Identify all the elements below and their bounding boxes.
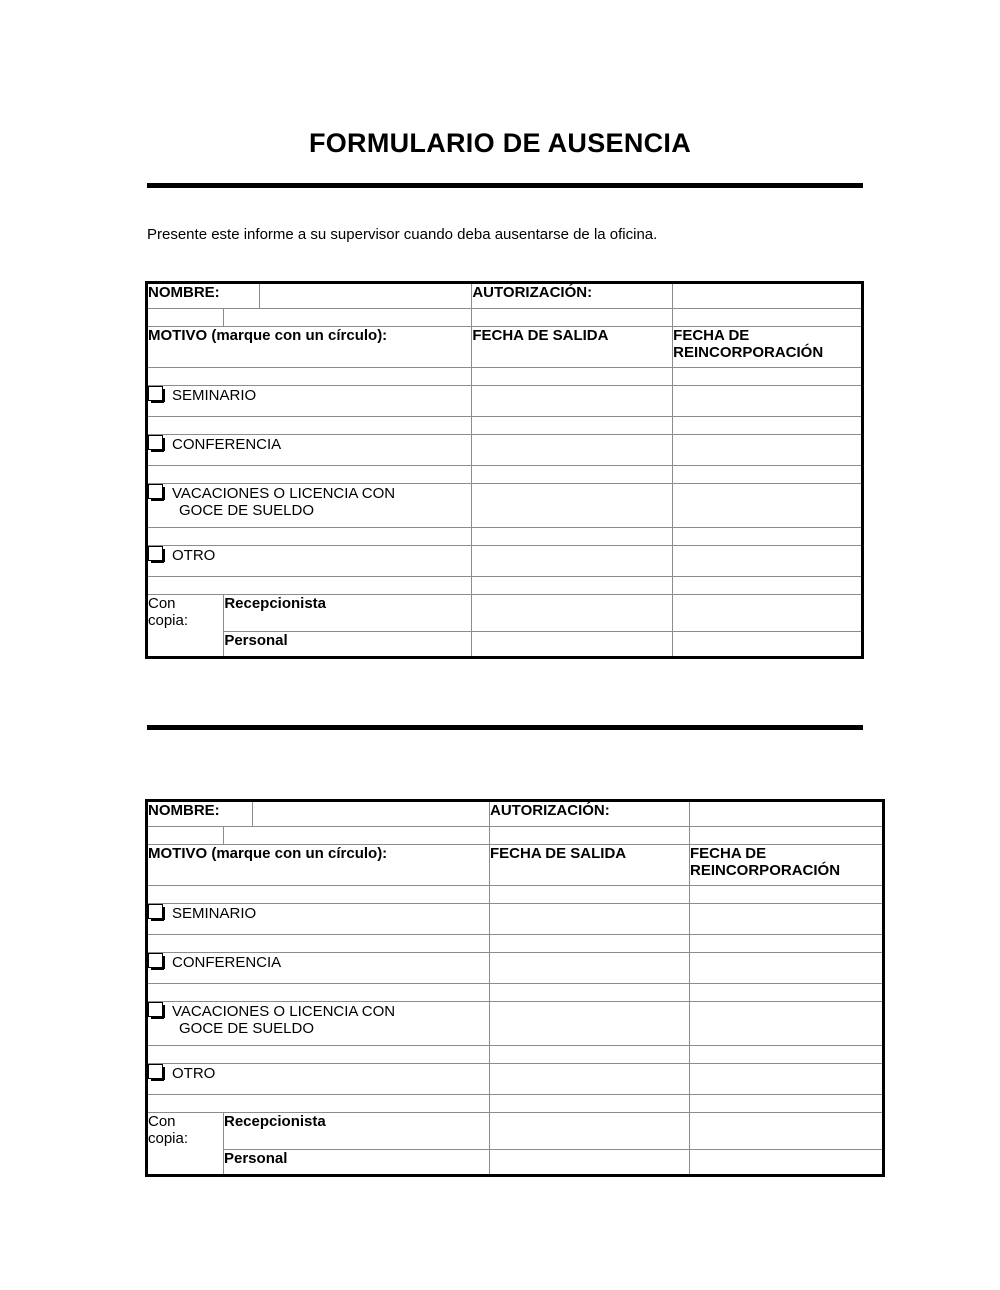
field-conferencia-reincorporacion[interactable] [673, 435, 863, 466]
spacer-cell [472, 466, 673, 484]
spacer-cell [673, 528, 863, 546]
intro-text: Presente este informe a su supervisor cuando deba ausentarse de la oficina. [147, 226, 658, 243]
section-divider-rule [147, 725, 863, 730]
spacer-cell [147, 417, 472, 435]
option-seminario[interactable] [147, 904, 490, 935]
label-con-copia [147, 595, 224, 658]
table-row-recepcionista [147, 595, 863, 632]
spacer-cell [472, 368, 673, 386]
spacer-cell [490, 1095, 690, 1113]
checkbox-icon[interactable] [148, 484, 163, 499]
label-fecha-reincorporacion [690, 845, 884, 886]
table-row-otro [147, 546, 863, 577]
field-conferencia-salida[interactable] [472, 435, 673, 466]
label-fecha-reincorporacion-line1: FECHA DE [673, 327, 750, 344]
spacer-cell [673, 466, 863, 484]
field-seminario-reincorporacion[interactable] [690, 904, 884, 935]
label-motivo: MOTIVO (marque con un círculo): [147, 327, 472, 368]
spacer-cell [224, 827, 490, 845]
spacer-cell [690, 984, 884, 1002]
spacer-cell [673, 309, 863, 327]
field-conferencia-salida[interactable] [490, 953, 690, 984]
spacer-cell [472, 528, 673, 546]
absence-form-table-2 [145, 799, 885, 1177]
table-row-seminario [147, 386, 863, 417]
table-row-spacer [147, 466, 863, 484]
spacer-cell [147, 935, 490, 953]
spacer-cell [690, 935, 884, 953]
checkbox-icon[interactable] [148, 1002, 163, 1017]
option-conferencia-label: CONFERENCIA [172, 954, 282, 971]
table-row-nombre [147, 283, 863, 309]
spacer-cell [490, 827, 690, 845]
option-otro-label: OTRO [172, 1065, 216, 1082]
spacer-cell [690, 827, 884, 845]
table-row-nombre [147, 801, 884, 827]
table-row-spacer [147, 984, 884, 1002]
table-row-seminario [147, 904, 884, 935]
table-row-otro [147, 1064, 884, 1095]
table-row-spacer [147, 935, 884, 953]
option-vacaciones-label-line1: VACACIONES O LICENCIA CON [172, 485, 396, 502]
checkbox-icon[interactable] [148, 904, 163, 919]
label-fecha-salida: FECHA DE SALIDA [472, 327, 673, 368]
table-row-recepcionista [147, 1113, 884, 1150]
label-copia: copia: [148, 1130, 189, 1147]
table-row-motivo-header [147, 327, 863, 368]
field-seminario-salida[interactable] [490, 904, 690, 935]
label-autorizacion: AUTORIZACIÓN: [490, 801, 690, 827]
checkbox-icon[interactable] [148, 953, 163, 968]
field-recepcionista-reincorporacion[interactable] [673, 595, 863, 632]
option-vacaciones-label-line2: GOCE DE SUELDO [179, 502, 315, 519]
spacer-cell [490, 1046, 690, 1064]
label-personal: Personal [224, 1150, 490, 1176]
spacer-cell [673, 368, 863, 386]
label-fecha-reincorporacion [673, 327, 863, 368]
table-row-spacer [147, 1095, 884, 1113]
label-fecha-salida: FECHA DE SALIDA [490, 845, 690, 886]
spacer-cell [472, 577, 673, 595]
table-row-vacaciones [147, 1002, 884, 1046]
spacer-cell [690, 1046, 884, 1064]
label-con: Con [148, 595, 176, 612]
label-fecha-reincorporacion-line1: FECHA DE [690, 845, 767, 862]
field-autorizacion[interactable] [690, 801, 884, 827]
option-vacaciones-label-line2: GOCE DE SUELDO [179, 1020, 315, 1037]
spacer-cell [147, 528, 472, 546]
field-recepcionista-salida[interactable] [472, 595, 673, 632]
spacer-cell [147, 984, 490, 1002]
option-seminario-label: SEMINARIO [172, 387, 257, 404]
table-row-spacer [147, 309, 863, 327]
label-fecha-reincorporacion-line2: REINCORPORACIÓN [690, 862, 841, 879]
table-row-personal [147, 632, 863, 658]
table-row-spacer [147, 528, 863, 546]
field-recepcionista-reincorporacion[interactable] [690, 1113, 884, 1150]
title-divider-rule [147, 183, 863, 188]
field-vacaciones-reincorporacion[interactable] [673, 484, 863, 528]
spacer-cell [147, 1046, 490, 1064]
field-autorizacion[interactable] [673, 283, 863, 309]
table-row-personal [147, 1150, 884, 1176]
field-nombre[interactable] [253, 801, 490, 827]
label-personal: Personal [224, 632, 472, 658]
checkbox-icon[interactable] [148, 1064, 163, 1079]
table-row-vacaciones [147, 484, 863, 528]
field-personal-reincorporacion[interactable] [690, 1150, 884, 1176]
option-seminario-label: SEMINARIO [172, 905, 257, 922]
table-row-motivo-header [147, 845, 884, 886]
label-autorizacion: AUTORIZACIÓN: [472, 283, 673, 309]
table-row-spacer [147, 886, 884, 904]
option-otro[interactable] [147, 546, 472, 577]
field-nombre[interactable] [260, 283, 472, 309]
spacer-cell [147, 368, 472, 386]
checkbox-icon[interactable] [148, 386, 163, 401]
spacer-cell [147, 886, 490, 904]
option-vacaciones-label-line1: VACACIONES O LICENCIA CON [172, 1003, 396, 1020]
spacer-cell [690, 1095, 884, 1113]
table-row-conferencia [147, 435, 863, 466]
checkbox-icon[interactable] [148, 546, 163, 561]
field-recepcionista-salida[interactable] [490, 1113, 690, 1150]
spacer-cell [147, 1095, 490, 1113]
field-otro-reincorporacion[interactable] [673, 546, 863, 577]
option-conferencia[interactable] [147, 435, 472, 466]
checkbox-icon[interactable] [148, 435, 163, 450]
field-otro-salida[interactable] [490, 1064, 690, 1095]
page-title: FORMULARIO DE AUSENCIA [308, 128, 692, 158]
field-vacaciones-reincorporacion[interactable] [690, 1002, 884, 1046]
label-con: Con [148, 1113, 176, 1130]
table-row-spacer [147, 417, 863, 435]
field-personal-salida[interactable] [490, 1150, 690, 1176]
label-nombre: NOMBRE: [147, 801, 253, 827]
spacer-cell [490, 935, 690, 953]
spacer-cell [147, 577, 472, 595]
table-row-spacer [147, 1046, 884, 1064]
label-nombre: NOMBRE: [147, 283, 260, 309]
spacer-cell [147, 466, 472, 484]
option-seminario[interactable] [147, 386, 472, 417]
spacer-cell [147, 309, 224, 327]
field-otro-reincorporacion[interactable] [690, 1064, 884, 1095]
option-otro[interactable] [147, 1064, 490, 1095]
field-personal-salida[interactable] [472, 632, 673, 658]
field-otro-salida[interactable] [472, 546, 673, 577]
field-vacaciones-salida[interactable] [472, 484, 673, 528]
spacer-cell [490, 886, 690, 904]
label-recepcionista: Recepcionista [224, 595, 472, 632]
table-row-spacer [147, 577, 863, 595]
spacer-cell [224, 309, 472, 327]
spacer-cell [147, 827, 224, 845]
label-copia: copia: [148, 612, 189, 629]
table-row-spacer [147, 368, 863, 386]
table-row-spacer [147, 827, 884, 845]
option-conferencia[interactable] [147, 953, 490, 984]
label-recepcionista: Recepcionista [224, 1113, 490, 1150]
spacer-cell [673, 417, 863, 435]
option-vacaciones[interactable] [147, 484, 472, 528]
option-vacaciones[interactable] [147, 1002, 490, 1046]
field-seminario-salida[interactable] [472, 386, 673, 417]
field-personal-reincorporacion[interactable] [673, 632, 863, 658]
label-motivo: MOTIVO (marque con un círculo): [147, 845, 490, 886]
spacer-cell [490, 984, 690, 1002]
label-fecha-reincorporacion-line2: REINCORPORACIÓN [673, 344, 824, 361]
label-con-copia [147, 1113, 224, 1176]
field-conferencia-reincorporacion[interactable] [690, 953, 884, 984]
spacer-cell [673, 577, 863, 595]
option-otro-label: OTRO [172, 547, 216, 564]
spacer-cell [472, 309, 673, 327]
spacer-cell [690, 886, 884, 904]
field-seminario-reincorporacion[interactable] [673, 386, 863, 417]
field-vacaciones-salida[interactable] [490, 1002, 690, 1046]
spacer-cell [472, 417, 673, 435]
table-row-conferencia [147, 953, 884, 984]
option-conferencia-label: CONFERENCIA [172, 436, 282, 453]
absence-form-table-1 [145, 281, 864, 659]
